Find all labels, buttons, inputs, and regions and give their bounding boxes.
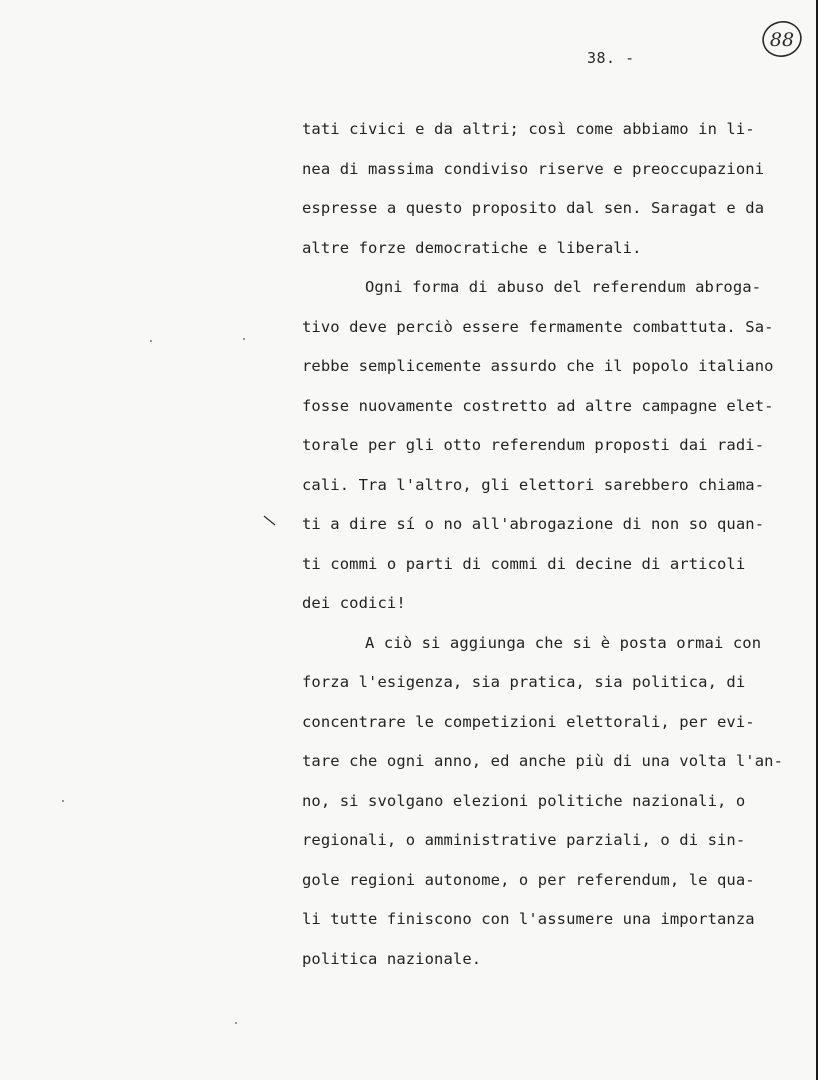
text-line: altre forze democratiche e liberali. (302, 238, 642, 257)
text-line: no, si svolgano elezioni politiche nazionali, o (302, 791, 746, 810)
text-line: espresse a questo proposito dal sen. Saragat e da (302, 199, 765, 217)
paper-speck (243, 338, 245, 340)
text-line: li tutte finiscono con l'assumere una importanza (302, 910, 755, 928)
text-line: ti a dire sí o no all'abrogazione di non so quan- (302, 515, 765, 533)
text-line: concentrare le competizioni elettorali, per evi- (302, 712, 755, 731)
text-line: nea di massima condiviso riserve e preoccupazioni (302, 159, 765, 178)
paper-speck (62, 800, 64, 802)
text-line: tati civici e da altri; così come abbiamo in li- (302, 120, 755, 138)
text-line: fosse nuovamente costretto ad altre campagne elet- (302, 396, 774, 415)
typewritten-body (302, 110, 818, 979)
text-line: Ogni forma di abuso del referendum abroga- (365, 278, 762, 296)
page-number: 38. - (587, 49, 635, 67)
text-line: tivo deve perciò essere fermamente combattuta. Sa- (302, 317, 774, 336)
text-line: A ciò si aggiunga che si è posta ormai con (365, 633, 762, 652)
paper-speck (150, 340, 152, 342)
text-line: dei codici! (302, 594, 406, 612)
text-line: regionali, o amministrative parziali, o di sin- (302, 831, 746, 849)
svg-text:88: 88 (769, 29, 795, 51)
text-line: rebbe semplicemente assurdo che il popolo italiano (302, 357, 774, 375)
text-line: gole regioni autonome, o per referendum, le qua- (302, 870, 755, 889)
archive-stamp-icon (760, 17, 804, 61)
text-line: forza l'esigenza, sia pratica, sia politica, di (302, 673, 746, 691)
margin-tick-mark-icon (263, 513, 277, 527)
text-line: tare che ogni anno, ed anche più di una volta l'an- (302, 752, 784, 770)
text-line: cali. Tra l'altro, gli elettori sarebbero chiama- (302, 475, 765, 494)
text-line: torale per gli otto referendum proposti dai radi- (302, 436, 765, 454)
paper-speck (235, 1022, 237, 1024)
text-line: politica nazionale. (302, 949, 482, 968)
text-line: ti commi o parti di commi di decine di articoli (302, 554, 746, 573)
